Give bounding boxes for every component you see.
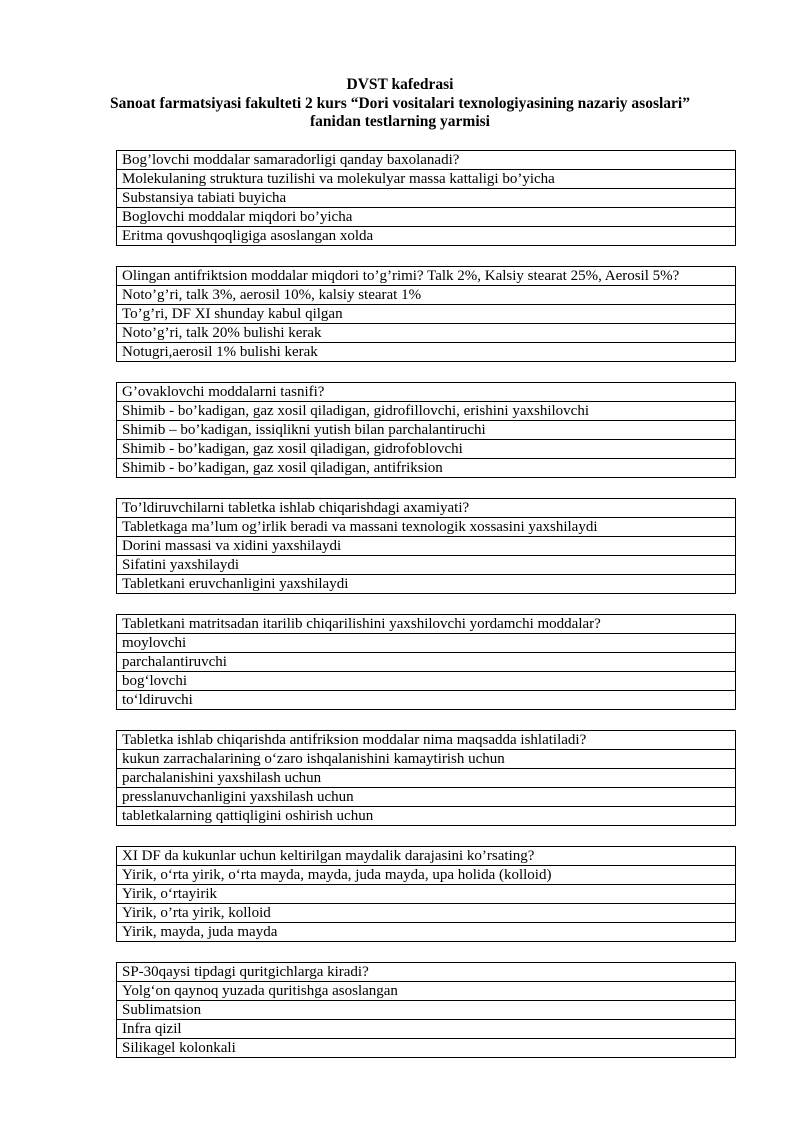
answer-row [117,1020,736,1039]
answer-option: Yirik, o‘rta yirik, o‘rta mayda, mayda, juda mayda, upa holida (kolloid) [117,866,736,885]
answer-row [117,343,736,362]
answer-option: Boglovchi moddalar miqdori bo’yicha [117,208,736,227]
course-title: Sanoat farmatsiyasi fakulteti 2 kurs “Dori vositalari texnologiyasining nazariy asoslari” [110,94,690,112]
question-block [116,846,736,942]
question-row [117,383,736,402]
answer-option: tabletkalarning qattiqligini oshirish uchun [117,807,736,826]
answer-row [117,324,736,343]
answer-option: Dorini massasi va xidini yaxshilaydi [117,537,736,556]
question-row [117,847,736,866]
answer-option: Yirik, o‘rtayirik [117,885,736,904]
answer-option: Noto’g’ri, talk 3%, aerosil 10%, kalsiy stearat 1% [117,286,736,305]
answer-option: Noto’g’ri, talk 20% bulishi kerak [117,324,736,343]
answer-option: Yirik, o’rta yirik, kolloid [117,904,736,923]
answer-row [117,305,736,324]
question-text: Tabletka ishlab chiqarishda antifriksion moddalar nima maqsadda ishlatiladi? [117,731,736,750]
question-text: XI DF da kukunlar uchun keltirilgan maydalik darajasini ko’rsating? [117,847,736,866]
answer-row [117,885,736,904]
answer-row [117,518,736,537]
answer-row [117,402,736,421]
answer-row [117,866,736,885]
answer-row [117,537,736,556]
answer-option: presslanuvchanligini yaxshilash uchun [117,788,736,807]
answer-option: parchalantiruvchi [117,653,736,672]
answer-option: Infra qizil [117,1020,736,1039]
question-block [116,730,736,826]
question-row [117,963,736,982]
answer-row [117,691,736,710]
question-text: Bog’lovchi moddalar samaradorligi qanday baxolanadi? [117,151,736,170]
answer-row [117,227,736,246]
answer-row [117,904,736,923]
answer-option: Eritma qovushqoqligiga asoslangan xolda [117,227,736,246]
answer-row [117,189,736,208]
answer-row [117,672,736,691]
answer-row [117,1001,736,1020]
answer-row [117,653,736,672]
document-header [0,76,800,132]
answer-row [117,556,736,575]
answer-option: Molekulaning struktura tuzilishi va molekulyar massa kattaligi bo’yicha [117,170,736,189]
question-block [116,962,736,1058]
question-block [116,150,736,246]
answer-option: Notugri,aerosil 1% bulishi kerak [117,343,736,362]
answer-row [117,807,736,826]
answer-row [117,634,736,653]
answer-option: Silikagel kolonkali [117,1039,736,1058]
answer-row [117,208,736,227]
answer-option: Shimib – bo’kadigan, issiqlikni yutish bilan parchalantiruchi [117,421,736,440]
answer-row [117,788,736,807]
answer-option: parchalanishini yaxshilash uchun [117,769,736,788]
question-text: G’ovaklovchi moddalarni tasnifi? [117,383,736,402]
answer-option: Shimib - bo’kadigan, gaz xosil qiladigan, gidrofillovchi, erishini yaxshilovchi [117,402,736,421]
answer-option: Substansiya tabiati buyicha [117,189,736,208]
answer-row [117,421,736,440]
question-row [117,151,736,170]
department-title: DVST kafedrasi [346,76,454,93]
question-row [117,731,736,750]
question-block [116,498,736,594]
answer-row [117,923,736,942]
answer-option: Sifatini yaxshilaydi [117,556,736,575]
answer-row [117,440,736,459]
question-text: Tabletkani matritsadan itarilib chiqarilishini yaxshilovchi yordamchi moddalar? [117,615,736,634]
test-subtitle: fanidan testlarning yarmisi [310,113,490,130]
answer-row [117,982,736,1001]
answer-option: bog‘lovchi [117,672,736,691]
answer-option: kukun zarrachalarining o‘zaro ishqalanishini kamaytirish uchun [117,750,736,769]
answer-option: Yirik, mayda, juda mayda [117,923,736,942]
answer-option: Yolg‘on qaynoq yuzada quritishga asoslangan [117,982,736,1001]
answer-option: Tabletkaga ma’lum og’irlik beradi va massani texnologik xossasini yaxshilaydi [117,518,736,537]
answer-row [117,1039,736,1058]
answer-row [117,769,736,788]
answer-option: Shimib - bo’kadigan, gaz xosil qiladigan, antifriksion [117,459,736,478]
question-text: To’ldiruvchilarni tabletka ishlab chiqarishdagi axamiyati? [117,499,736,518]
question-block [116,614,736,710]
answer-row [117,170,736,189]
question-row [117,499,736,518]
question-row [117,267,736,286]
answer-option: Sublimatsion [117,1001,736,1020]
question-row [117,615,736,634]
question-list [116,150,736,1078]
answer-row [117,750,736,769]
answer-option: moylovchi [117,634,736,653]
answer-option: Shimib - bo’kadigan, gaz xosil qiladigan, gidrofoblovchi [117,440,736,459]
answer-row [117,575,736,594]
question-text: Olingan antifriktsion moddalar miqdori to’g’rimi? Talk 2%, Kalsiy stearat 25%, Aerosil 5%? [117,267,736,286]
question-block [116,266,736,362]
answer-option: to‘ldiruvchi [117,691,736,710]
answer-option: Tabletkani eruvchanligini yaxshilaydi [117,575,736,594]
question-block [116,382,736,478]
answer-row [117,286,736,305]
question-text: SP-30qaysi tipdagi quritgichlarga kiradi? [117,963,736,982]
answer-option: To’g’ri, DF XI shunday kabul qilgan [117,305,736,324]
answer-row [117,459,736,478]
